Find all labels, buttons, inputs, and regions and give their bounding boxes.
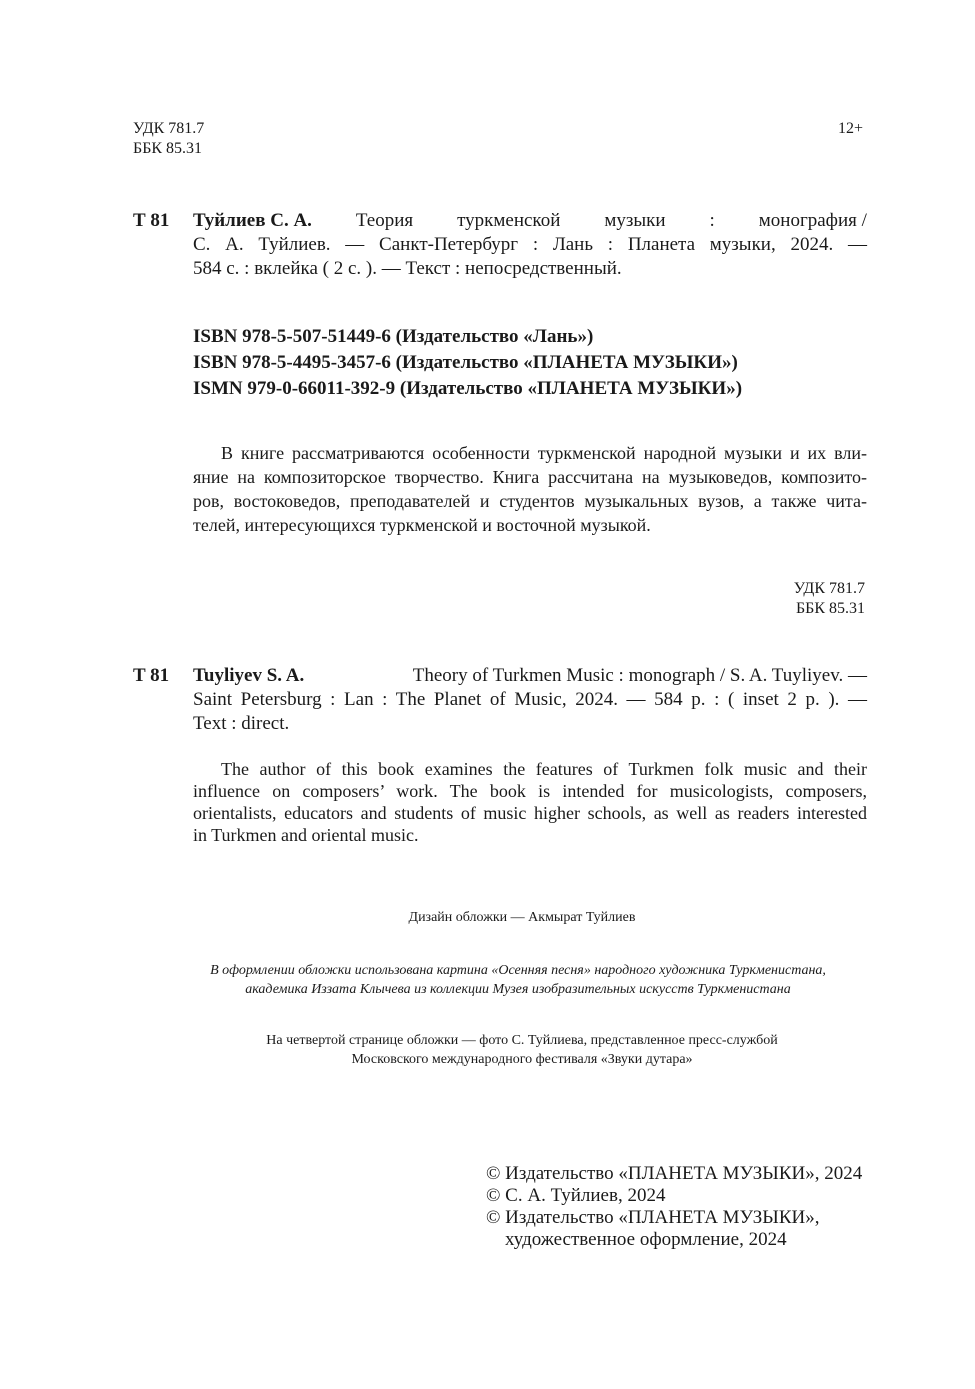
en-entry-line3: Text : direct. xyxy=(193,713,290,734)
ru-entry-word: музыки xyxy=(604,210,666,231)
en-abstract-line4: in Turkmen and oriental music. xyxy=(193,825,419,845)
ru-abstract-line4: телей, интересующихся туркменской и восточной музыкой. xyxy=(193,515,651,535)
isbn-planeta: ISBN 978-5-4495-3457-6 (Издательство «ПЛАНЕТА МУЗЫКИ») xyxy=(193,352,738,373)
photo-credit xyxy=(0,1031,975,1069)
header-udk: УДК 781.7 xyxy=(133,120,205,137)
classification-bbk: ББК 85.31 xyxy=(795,600,865,617)
copyright-line1: © Издательство «ПЛАНЕТА МУЗЫКИ», 2024 xyxy=(486,1163,863,1184)
ru-abstract-line3: ров, востоковедов, преподавателей и студентов музыкальных вузов, а также чита- xyxy=(193,491,867,511)
en-entry-code: T 81 xyxy=(133,665,170,686)
en-abstract-line2: influence on composers’ work. The book is intended for musicologists, composers, xyxy=(193,781,867,801)
ru-abstract-line1: В книге рассматриваются особенности туркменской народной музыки и их вли- xyxy=(221,443,867,463)
en-entry-author: Tuyliyev S. A. xyxy=(193,665,305,686)
ru-abstract xyxy=(193,441,867,537)
header-bbk: ББК 85.31 xyxy=(133,140,203,157)
classification-right xyxy=(794,579,865,619)
ru-entry-author: Туйлиев С. А. xyxy=(193,210,312,231)
photo-credit-line1: На четвертой странице обложки — фото С. Туйлиева, представленное пресс-службой xyxy=(266,1033,778,1048)
ru-entry-code: Т 81 xyxy=(133,210,170,231)
photo-credit-line2: Московского международного фестиваля «Звуки дутара» xyxy=(351,1052,693,1067)
ru-entry-line2: С. А. Туйлиев. — Санкт-Петербург : Лань : Планета музыки, 2024. — xyxy=(193,234,867,255)
copyright-line3: © Издательство «ПЛАНЕТА МУЗЫКИ», xyxy=(486,1207,820,1228)
copyright-block xyxy=(486,1163,862,1251)
en-abstract-line1: The author of this book examines the features of Turkmen folk music and their xyxy=(221,759,867,779)
ru-entry-word: : xyxy=(709,210,715,231)
ru-entry-word: туркменской xyxy=(457,210,561,231)
painting-credit-line1: В оформлении обложки использована картина «Осенняя песня» народного художника Туркменистана, xyxy=(210,963,826,978)
ismn-planeta: ISMN 979-0-66011-392-9 (Издательство «ПЛАНЕТА МУЗЫКИ») xyxy=(193,378,743,399)
en-entry-title: Theory of Turkmen Music : monograph / S. A. Tuyliyev. — xyxy=(412,665,867,686)
ru-entry-word: монография / xyxy=(758,210,867,231)
en-entry-line1 xyxy=(193,664,867,688)
painting-credit-line2: академика Иззата Клычева из коллекции Музея изобразительных искусств Туркменистана xyxy=(245,982,791,997)
ru-entry-line3: 584 с. : вклейка ( 2 с. ). — Текст : непосредственный. xyxy=(193,258,622,279)
en-entry-line2: Saint Petersburg : Lan : The Planet of Music, 2024. — 584 p. : ( inset 2 p. ). — xyxy=(193,689,867,710)
en-abstract xyxy=(193,758,867,846)
classification-udk: УДК 781.7 xyxy=(793,580,865,597)
ru-entry xyxy=(193,209,867,281)
copyright-line4: художественное оформление, 2024 xyxy=(505,1229,787,1250)
copyright-line2: © С. А. Туйлиев, 2024 xyxy=(486,1185,666,1206)
ru-entry-word: Теория xyxy=(355,210,414,231)
painting-credit xyxy=(0,961,975,999)
en-entry xyxy=(193,664,867,736)
cover-design-credit: Дизайн обложки — Акмырат Туйлиев xyxy=(408,910,636,925)
en-abstract-line3: orientalists, educators and students of music higher schools, as well as readers interested xyxy=(193,803,867,823)
ru-entry-line1 xyxy=(193,209,867,233)
ru-abstract-line2: яние на композиторское творчество. Книга рассчитана на музыковедов, композито- xyxy=(193,467,867,487)
age-rating: 12+ xyxy=(838,120,864,137)
isbn-lan: ISBN 978-5-507-51449-6 (Издательство «Лань») xyxy=(193,326,594,347)
isbn-block xyxy=(193,324,742,402)
